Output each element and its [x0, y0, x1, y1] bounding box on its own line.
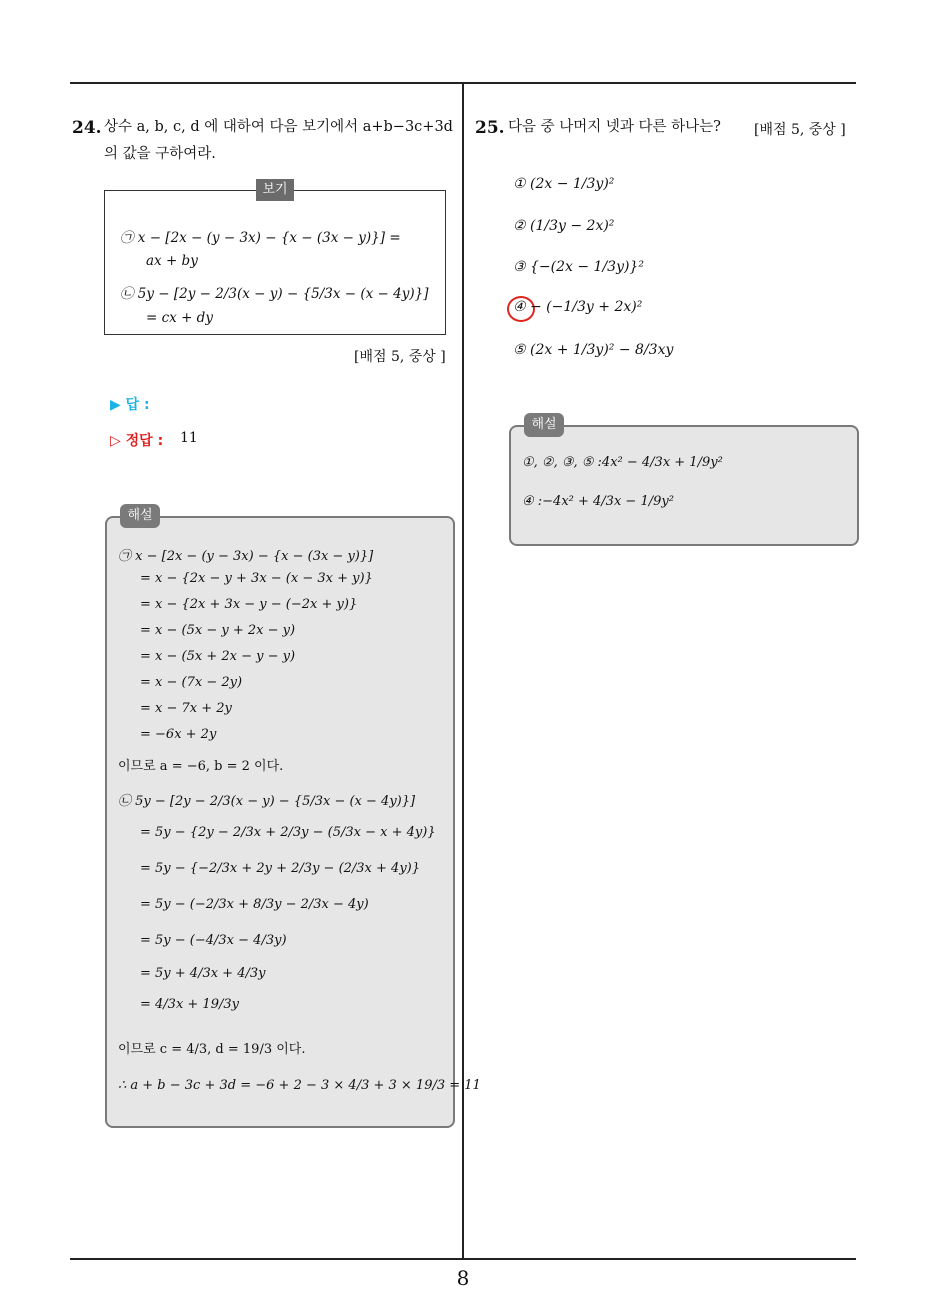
q25-option-4[interactable]: ④ − (−1/3y + 2x)² — [513, 299, 643, 315]
solution-line: ∴ a + b − 3c + 3d = −6 + 2 − 3 × 4/3 + 3 × 19/3 = 11 — [118, 1078, 481, 1093]
q24-score: [배점 5, 중상 ] — [354, 349, 446, 365]
q24-number: 24. — [72, 118, 102, 138]
solution-line: = 5y − {2y − 2/3x + 2/3y − (5/3x − x + 4y)} — [140, 825, 436, 840]
solution-line: = 5y − {−2/3x + 2y + 2/3y − (2/3x + 4y)} — [140, 861, 421, 876]
page-number: 8 — [456, 1266, 470, 1290]
solution-line: = x − (5x − y + 2x − y) — [140, 623, 296, 638]
solution-line: 이므로 a = −6, b = 2 이다. — [118, 759, 284, 774]
bogi-line: ax + by — [146, 253, 198, 269]
solution-line: = x − {2x − y + 3x − (x − 3x + y)} — [140, 571, 373, 586]
q25-solution-box — [509, 425, 859, 546]
bogi-line: = cx + dy — [146, 310, 213, 326]
bottom-rule — [70, 1258, 856, 1260]
solution-line: = x − (5x + 2x − y − y) — [140, 649, 296, 664]
solution-line: = x − 7x + 2y — [140, 701, 232, 716]
solution-line: = −6x + 2y — [140, 727, 217, 742]
solution-line: = x − (7x − 2y) — [140, 675, 243, 690]
solution-line: ㉠ x − [2x − (y − 3x) − {x − (3x − y)}] — [118, 549, 374, 564]
q25-text: 다음 중 나머지 넷과 다른 하나는? — [508, 119, 721, 135]
q24-text-line1: 상수 a, b, c, d 에 대하여 다음 보기에서 a+b−3c+3d — [104, 119, 453, 135]
solution-line: ④ :−4x² + 4/3x − 1/9y² — [522, 494, 674, 509]
q24-solution-label: 해설 — [120, 504, 160, 528]
solution-line: = 4/3x + 19/3y — [140, 997, 239, 1012]
solution-line: 이므로 c = 4/3, d = 19/3 이다. — [118, 1042, 306, 1057]
bogi-line: ㉠ x − [2x − (y − 3x) − {x − (3x − y)}] = — [120, 230, 401, 246]
q25-solution-label: 해설 — [524, 413, 564, 437]
solution-line: = 5y − (−2/3x + 8/3y − 2/3x − 4y) — [140, 897, 369, 912]
answer-label: ▶ 답 : — [110, 397, 150, 413]
solution-line: = 5y + 4/3x + 4/3y — [140, 966, 266, 981]
bogi-line: ㉡ 5y − [2y − 2/3(x − y) − {5/3x − (x − 4y)}] — [120, 286, 429, 302]
q25-score: [배점 5, 중상 ] — [754, 122, 846, 138]
q25-number: 25. — [475, 118, 505, 138]
solution-line: ㉡ 5y − [2y − 2/3(x − y) − {5/3x − (x − 4y)}] — [118, 794, 416, 809]
q25-option-3[interactable]: ③ {−(2x − 1/3y)}² — [513, 259, 644, 275]
solution-line: = x − {2x + 3x − y − (−2x + y)} — [140, 597, 358, 612]
q25-option-2[interactable]: ② (1/3y − 2x)² — [513, 218, 615, 234]
correct-answer-value: 11 — [180, 430, 198, 446]
solution-line: = 5y − (−4/3x − 4/3y) — [140, 933, 287, 948]
q25-option-1[interactable]: ① (2x − 1/3y)² — [513, 176, 615, 192]
q24-text-line2: 의 값을 구하여라. — [104, 146, 216, 162]
correct-answer-label: ▷ 정답 : — [110, 433, 164, 449]
solution-line: ①, ②, ③, ⑤ :4x² − 4/3x + 1/9y² — [522, 455, 723, 470]
q25-option-5[interactable]: ⑤ (2x + 1/3y)² − 8/3xy — [513, 342, 674, 358]
bogi-label: 보기 — [256, 179, 294, 201]
